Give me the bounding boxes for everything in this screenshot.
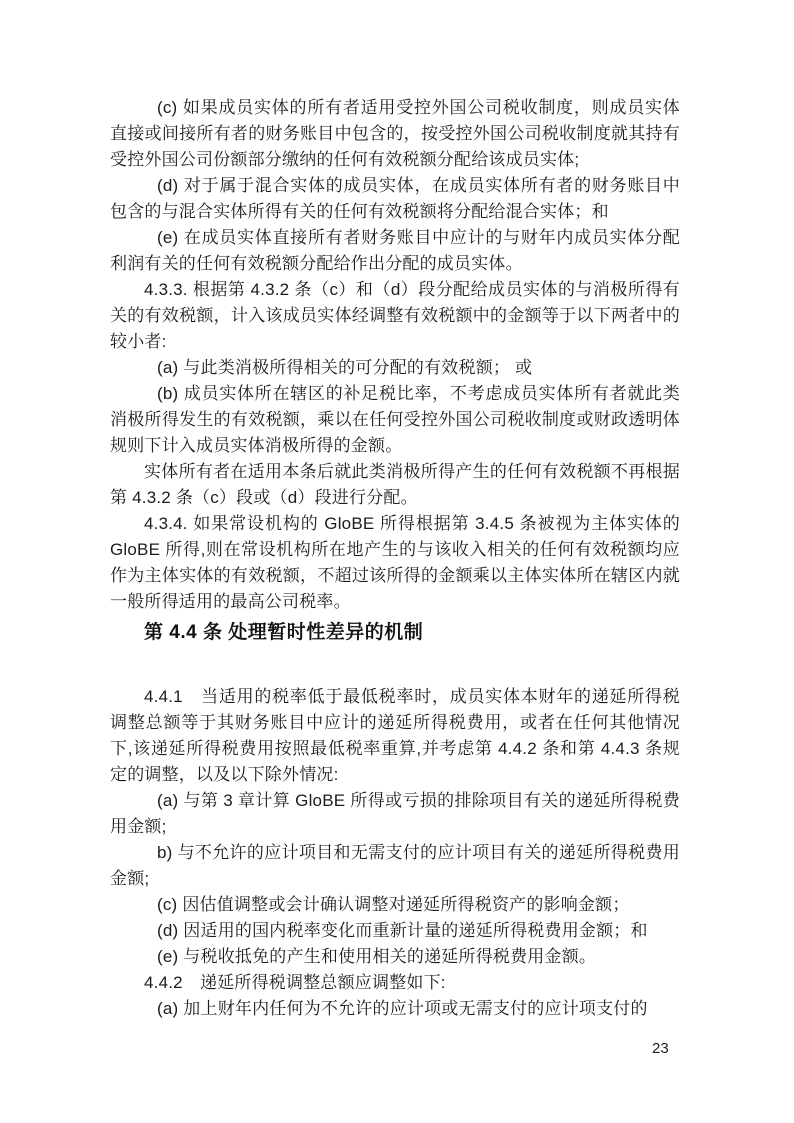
section-4-3 [110,95,680,615]
item-a-2: (a) 加上财年内任何为不允许的应计项或无需支付的应计项支付的 [157,999,648,1018]
para-4-4-2: 4.4.2 递延所得税调整总额应调整如下: [144,973,446,992]
page-content [110,95,680,1022]
para-allocation-note: 实体所有者在适用本条后就此类消极所得产生的任何有效税额不再根据第 4.3.2 条（c）段或（d）段进行分配。 [110,462,680,507]
item-e: (e) 与税收抵免的产生和使用相关的递延所得税费用金额。 [157,947,597,966]
item-c: (c) 如果成员实体的所有者适用受控外国公司税收制度，则成员实体直接或间接所有者的财务账目中包含的，按受控外国公司税收制度就其持有受控外国公司份额部分缴纳的任何有效税额分配给该成员实体; [110,98,680,169]
para-4-3-3: 4.3.3. 根据第 4.3.2 条（c）和（d）段分配给成员实体的与消极所得有关的有效税额，计入该成员实体经调整有效税额中的金额等于以下两者中的较小者: [110,280,680,351]
item-d: (d) 对于属于混合实体的成员实体，在成员实体所有者的财务账目中包含的与混合实体所得有关的任何有效税额将分配给混合实体；和 [110,176,680,221]
item-c: (c) 因估值调整或会计确认调整对递延所得税资产的影响金额； [157,895,630,914]
page-number: 23 [652,1040,669,1057]
item-a: (a) 与第 3 章计算 GloBE 所得或亏损的排除项目有关的递延所得税费用金额; [110,791,680,836]
item-d: (d) 因适用的国内税率变化而重新计量的递延所得税费用金额；和 [157,921,648,940]
item-b: b) 与不允许的应计项目和无需支付的应计项目有关的递延所得税费用金额; [110,843,680,888]
section-4-4 [110,684,680,1022]
item-b: (b) 成员实体所在辖区的补足税比率，不考虑成员实体所有者就此类消极所得发生的有效税额，乘以在任何受控外国公司税收制度或财政透明体规则下计入成员实体消极所得的金额。 [110,384,680,455]
item-a: (a) 与此类消极所得相关的可分配的有效税额； 或 [157,358,533,377]
item-e: (e) 在成员实体直接所有者财务账目中应计的与财年内成员实体分配利润有关的任何有效税额分配给作出分配的成员实体。 [110,228,680,273]
para-4-4-1: 4.4.1 当适用的税率低于最低税率时，成员实体本财年的递延所得税调整总额等于其财务账目中应计的递延所得税费用，或者在任何其他情况下,该递延所得税费用按照最低税率重算,并考虑第 4.4.2 条和第 4.4.3 条规定的调整，以及以下除外情况: [110,687,680,784]
para-4-3-4: 4.3.4. 如果常设机构的 GloBE 所得根据第 3.4.5 条被视为主体实体的GloBE 所得,则在常设机构所在地产生的与该收入相关的任何有效税额均应作为主体实体的有效税额，不超过该所得的金额乘以主体实体所在辖区内就一般所得适用的最高公司税率。 [110,514,680,611]
section-heading: 第 4.4 条 处理暂时性差异的机制 [144,622,424,643]
